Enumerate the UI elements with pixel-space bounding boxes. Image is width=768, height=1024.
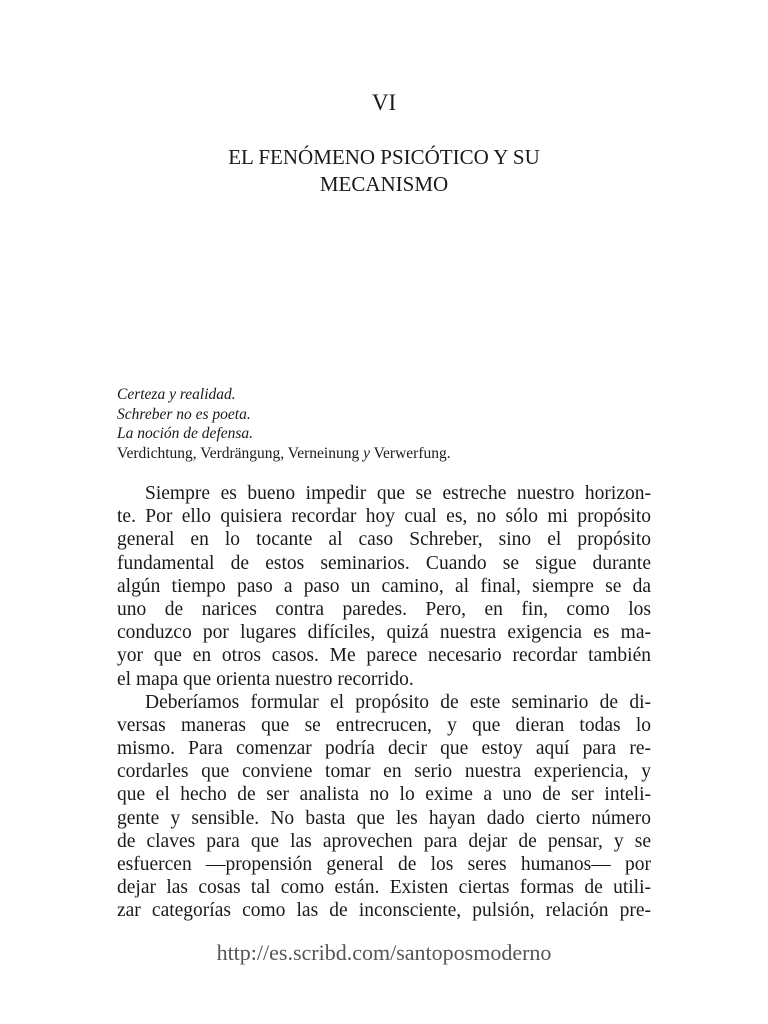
body-line: el mapa que orienta nuestro recorrido. bbox=[117, 668, 414, 690]
scribd-watermark[interactable]: http://es.scribd.com/santoposmoderno bbox=[216, 940, 552, 965]
body-line: uno de narices contra paredes. Pero, en fin, como los bbox=[117, 598, 651, 620]
body-line: mismo. Para comenzar podría decir que estoy aquí para re- bbox=[117, 738, 651, 760]
summary-item-text: Verdichtung, Verdrängung, Verneinung bbox=[117, 444, 364, 462]
summary-item bbox=[117, 444, 657, 464]
summary-item: La noción de defensa. bbox=[117, 425, 254, 442]
body-line: que el hecho de ser analista no lo exime a uno de ser inteli- bbox=[117, 784, 651, 806]
body-line: general en lo tocante al caso Schreber, sino el propósito bbox=[117, 529, 651, 551]
body-line: fundamental de estos seminarios. Cuando se sigue durante bbox=[117, 552, 651, 574]
body-text bbox=[117, 482, 651, 923]
body-line: zar categorías como las de inconsciente, pulsión, relación pre- bbox=[117, 900, 651, 922]
summary-item-text: Verwerfung. bbox=[369, 444, 451, 462]
body-line: conduzco por lugares difíciles, quizá nuestra exigencia es ma- bbox=[117, 622, 651, 644]
body-line: te. Por ello quisiera recordar hoy cual es, no sólo mi propósito bbox=[117, 506, 651, 528]
body-line: Siempre es bueno impedir que se estreche nuestro horizon- bbox=[145, 483, 651, 504]
body-line: esfuercen —propensión general de los seres humanos— por bbox=[117, 854, 651, 875]
body-line: Deberíamos formular el propósito de este seminario de di- bbox=[145, 691, 651, 713]
chapter-title bbox=[150, 144, 618, 198]
body-line: algún tiempo paso a paso un camino, al final, siempre se da bbox=[117, 575, 651, 597]
chapter-summary bbox=[117, 385, 657, 463]
summary-item: Schreber no es poeta. bbox=[117, 405, 251, 423]
body-line: dejar las cosas tal como están. Existen ciertas formas de utili- bbox=[117, 877, 651, 899]
chapter-number: VI bbox=[371, 90, 397, 115]
summary-item-conjunction: y bbox=[363, 444, 370, 462]
summary-item: Certeza y realidad. bbox=[117, 386, 236, 403]
chapter-title-line: MECANISMO bbox=[319, 172, 449, 196]
body-line: versas maneras que se entrecrucen, y que dieran todas lo bbox=[117, 714, 651, 736]
chapter-title-line: EL FENÓMENO PSICÓTICO Y SU bbox=[228, 145, 540, 169]
body-line: gente y sensible. No basta que les hayan dado cierto número bbox=[117, 807, 651, 829]
body-line: yor que en otros casos. Me parece necesario recordar también bbox=[117, 645, 651, 667]
body-line: de claves para que las aprovechen para dejar de pensar, y se bbox=[117, 830, 651, 852]
body-line: cordarles que conviene tomar en serio nuestra experiencia, y bbox=[117, 761, 651, 783]
